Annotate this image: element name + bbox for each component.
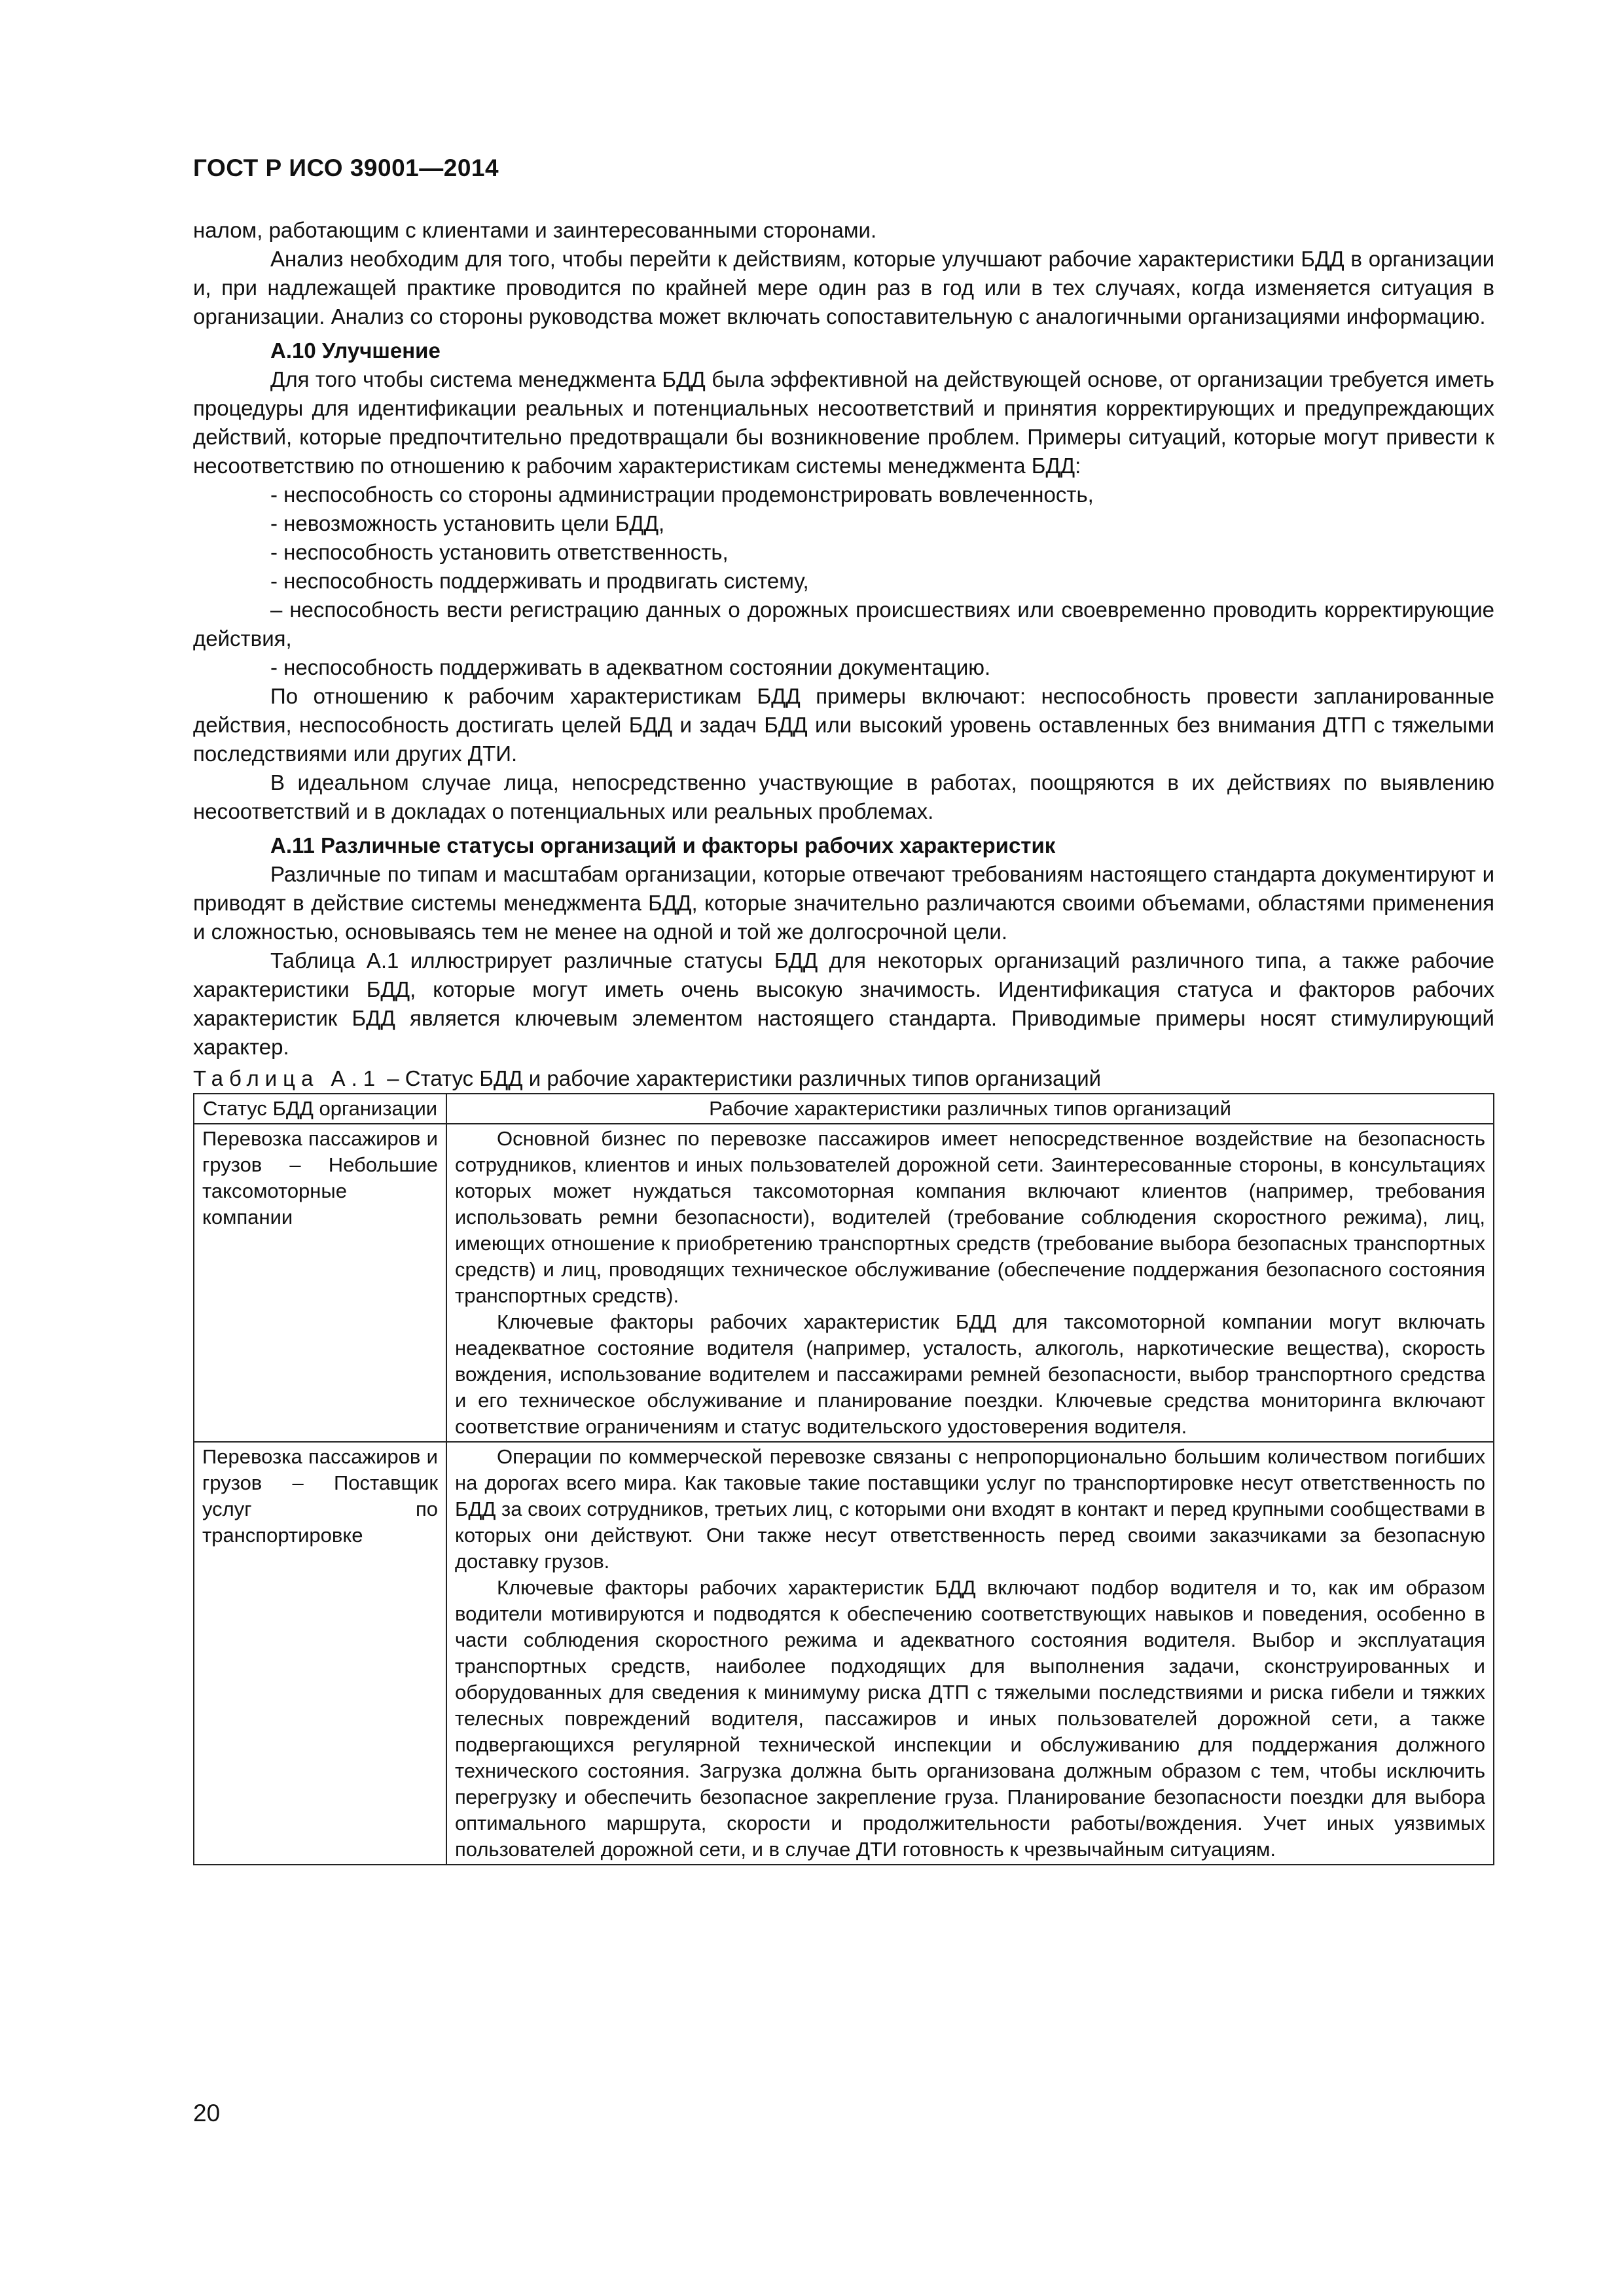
paragraph: По отношению к рабочим характеристикам БДД примеры включают: неспособность провести запланированные действия, неспособность достигать целей БДД и задач БДД или высокий уровень оставленных без внимания ДТП с тяжелыми последствиями или других ДТИ. (193, 684, 1494, 766)
list-item: - неспособность установить ответственность, (270, 540, 729, 564)
status-table (193, 1093, 1494, 1865)
cell-paragraph: Операции по коммерческой перевозке связаны с непропорционально большим количеством погибших на дорогах всего мира. Как таковые такие поставщики услуг по транспортировке несут ответственность по БДД за своих сотрудников, третьих лиц, с которыми они входят в контакт и перед крупными сообществами в которых они действуют. Они также несут ответственность перед своими заказчиками за безопасную доставку грузов. (455, 1445, 1485, 1573)
status-cell: Перевозка пассажиров и грузов – Поставщик услуг по транспортировке (194, 1442, 446, 1865)
table-caption-label: Таблица А.1 (193, 1066, 382, 1090)
section-title-a11: А.11 Различные статусы организаций и факторы рабочих характеристик (270, 833, 1056, 857)
table-caption (193, 1064, 1494, 1093)
table-header-row (194, 1094, 1494, 1124)
list-item: - невозможность установить цели БДД, (270, 511, 665, 535)
header-characteristics: Рабочие характеристики различных типов организаций (446, 1094, 1494, 1124)
status-cell: Перевозка пассажиров и грузов – Небольшие таксомоторные компании (194, 1124, 446, 1442)
table-row (194, 1442, 1494, 1865)
paragraph: Анализ необходим для того, чтобы перейти к действиям, которые улучшают рабочие характеристики БДД в организации и, при надлежащей практике проводится по крайней мере один раз в год или в тех случаях, когда изменяется ситуация в организации. Анализ со стороны руководства может включать сопоставительную с аналогичными организациями информацию. (193, 247, 1494, 329)
paragraph: Различные по типам и масштабам организации, которые отвечают требованиям настоящего стандарта документируют и приводят в действие системы менеджмента БДД, которые значительно различаются своими объемами, областями применения и сложностью, основываясь тем не менее на одной и той же долгосрочной цели. (193, 862, 1494, 944)
paragraph: Для того чтобы система менеджмента БДД была эффективной на действующей основе, от организации требуется иметь процедуры для идентификации реальных и потенциальных несоответствий и принятия корректирующих и предупреждающих действий, которые предпочтительно предотвращали бы возникновение проблем. Примеры ситуаций, которые могут привести к несоответствию по отношению к рабочим характеристикам системы менеджмента БДД: (193, 367, 1494, 478)
section-title-a10: А.10 Улучшение (270, 338, 441, 363)
table-row (194, 1124, 1494, 1442)
document-code-header: ГОСТ Р ИСО 39001—2014 (193, 154, 499, 181)
list-item: - неспособность поддерживать и продвигать систему, (270, 569, 809, 593)
cell-paragraph: Ключевые факторы рабочих характеристик БДД для таксомоторной компании могут включать неадекватное состояние водителя (например, усталость, алкоголь, наркотические вещества), скорость вождения, использование водителем и пассажирами ремней безопасности, выбор транспортного средства и его техническое обслуживание и планирование поездки. Ключевые средства мониторинга включают соответствие ограничениям и статус водительского удостоверения водителя. (455, 1310, 1485, 1438)
paragraph: Таблица А.1 иллюстрирует различные статусы БДД для некоторых организаций различного типа, а также рабочие характеристики БДД, которые могут иметь очень высокую значимость. Идентификация статуса и факторов рабочих характеристик БДД является ключевым элементом настоящего стандарта. Приводимые примеры носят стимулирующий характер. (193, 948, 1494, 1059)
list-item: - неспособность со стороны администрации продемонстрировать вовлеченность, (270, 482, 1094, 507)
cell-paragraph: Ключевые факторы рабочих характеристик БДД включают подбор водителя и то, как им образом водители мотивируются и подводятся к обеспечению соответствующих навыков и поведения, особенно в части соблюдения скоростного режима и адекватного состояния водителя. Выбор и эксплуатация транспортных средств, наиболее подходящих для выполнения задачи, сконструированных и оборудованных для сведения к минимуму риска ДТП с тяжелыми последствиями и риска гибели и тяжких телесных повреждений водителя, пассажиров и иных пользователей дорожной сети, а также подвергающихся регулярной технической инспекции и обслуживанию для поддержания должного технического состояния. Загрузка должна быть организована должным образом с тем, чтобы исключить перегрузку и обеспечить безопасное закрепление груза. Планирование безопасности поездки для выбора оптимального маршрута, скорости и продолжительности работы/вождения. Учет иных уязвимых пользователей дорожной сети, и в случае ДТИ готовность к чрезвычайным ситуациям. (455, 1576, 1485, 1861)
header-status: Статус БДД организации (194, 1094, 446, 1124)
list-item: – неспособность вести регистрацию данных о дорожных происшествиях или своевременно проводить корректирующие действия, (193, 598, 1494, 651)
paragraph: налом, работающим с клиентами и заинтересованными сторонами. (193, 218, 877, 242)
list-item: - неспособность поддерживать в адекватном состоянии документацию. (270, 655, 991, 679)
table-caption-text: – Статус БДД и рабочие характеристики различных типов организаций (381, 1066, 1102, 1090)
page-number: 20 (193, 2100, 221, 2126)
characteristics-cell (446, 1442, 1494, 1865)
paragraph: В идеальном случае лица, непосредственно участвующие в работах, поощряются в их действиях по выявлению несоответствий и в докладах о потенциальных или реальных проблемах. (193, 770, 1494, 823)
cell-paragraph: Основной бизнес по перевозке пассажиров имеет непосредственное воздействие на безопасность сотрудников, клиентов и иных пользователей дорожной сети. Заинтересованные стороны, в консультациях которых может нуждаться таксомоторная компания включают клиентов (например, требования использовать ремни безопасности), водителей (требование соблюдения скоростного режима), лиц, имеющих отношение к приобретению транспортных средств (требование выбора безопасных транспортных средств) и лиц, проводящих техническое обслуживание (обеспечение поддержания безопасного состояния транспортных средств). (455, 1127, 1485, 1307)
page-content (193, 216, 1494, 1865)
characteristics-cell (446, 1124, 1494, 1442)
